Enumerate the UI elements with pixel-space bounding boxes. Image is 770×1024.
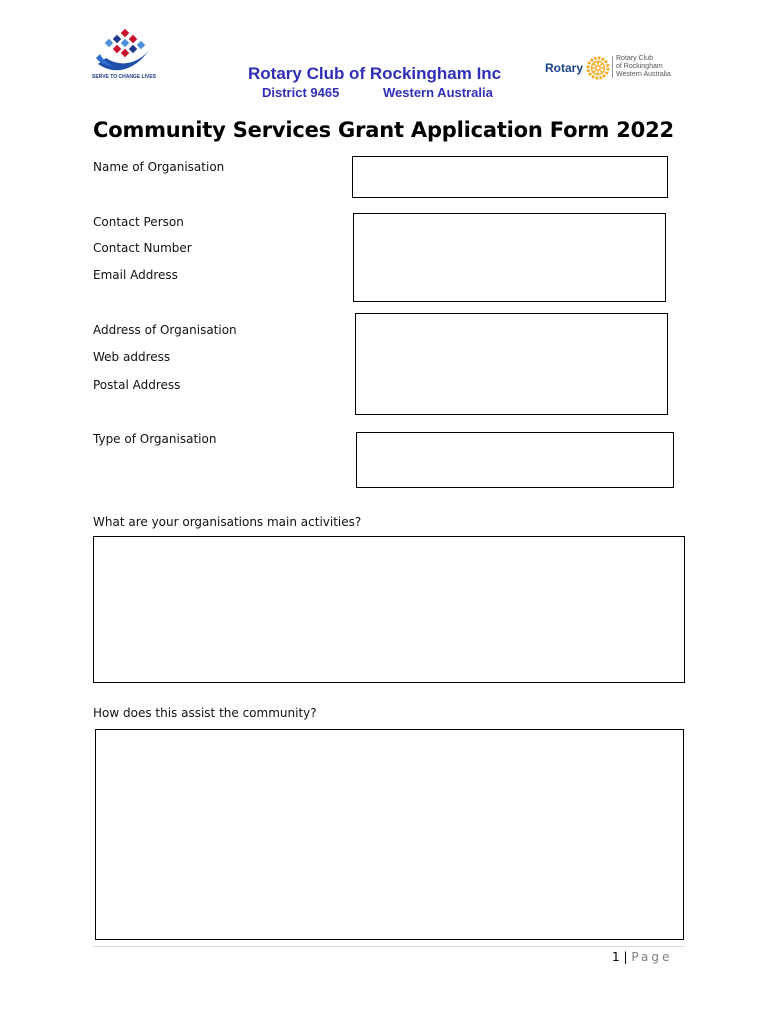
footer-divider [93, 946, 685, 947]
contact-details-field[interactable] [353, 213, 666, 302]
label-contact-number: Contact Number [93, 241, 192, 255]
rotary-wheel-icon [586, 56, 610, 80]
logo-tagline: SERVE TO CHANGE LIVES [92, 74, 156, 80]
rotary-club-line-2: of Rockingham [616, 63, 663, 70]
label-web-address: Web address [93, 350, 171, 364]
region: Western Australia [383, 85, 493, 100]
assist-community-textarea[interactable] [95, 729, 684, 940]
question-main-activities: What are your organisations main activities? [93, 515, 362, 529]
label-type-of-organisation: Type of Organisation [93, 432, 217, 446]
serve-to-change-lives-logo [92, 28, 156, 84]
club-name: Rotary Club of Rockingham Inc [248, 64, 502, 83]
name-of-organisation-field[interactable] [352, 156, 668, 198]
rotary-divider [612, 56, 613, 78]
rotary-club-line-3: Western Australia [616, 71, 671, 78]
type-of-organisation-field[interactable] [356, 432, 674, 488]
label-postal-address: Postal Address [93, 378, 181, 392]
label-name-of-organisation: Name of Organisation [93, 160, 225, 174]
district: District 9465 [262, 85, 340, 100]
label-contact-person: Contact Person [93, 215, 184, 229]
question-assist-community: How does this assist the community? [93, 706, 317, 720]
page-number [612, 950, 672, 964]
rotary-wordmark: Rotary [545, 61, 584, 75]
label-address-of-organisation: Address of Organisation [93, 323, 237, 337]
rotary-club-text [616, 55, 671, 79]
page-separator: | [619, 950, 632, 964]
page-word: Page [631, 950, 673, 964]
globe-hands-icon [92, 28, 156, 74]
label-email-address: Email Address [93, 268, 178, 282]
address-details-field[interactable] [355, 313, 668, 415]
main-activities-textarea[interactable] [93, 536, 685, 683]
page-title: Community Services Grant Application Form 2022 [93, 118, 674, 142]
rotary-logo [545, 55, 680, 83]
rotary-club-line-1: Rotary Club [616, 55, 653, 62]
page-number-value: 1 [612, 950, 620, 964]
